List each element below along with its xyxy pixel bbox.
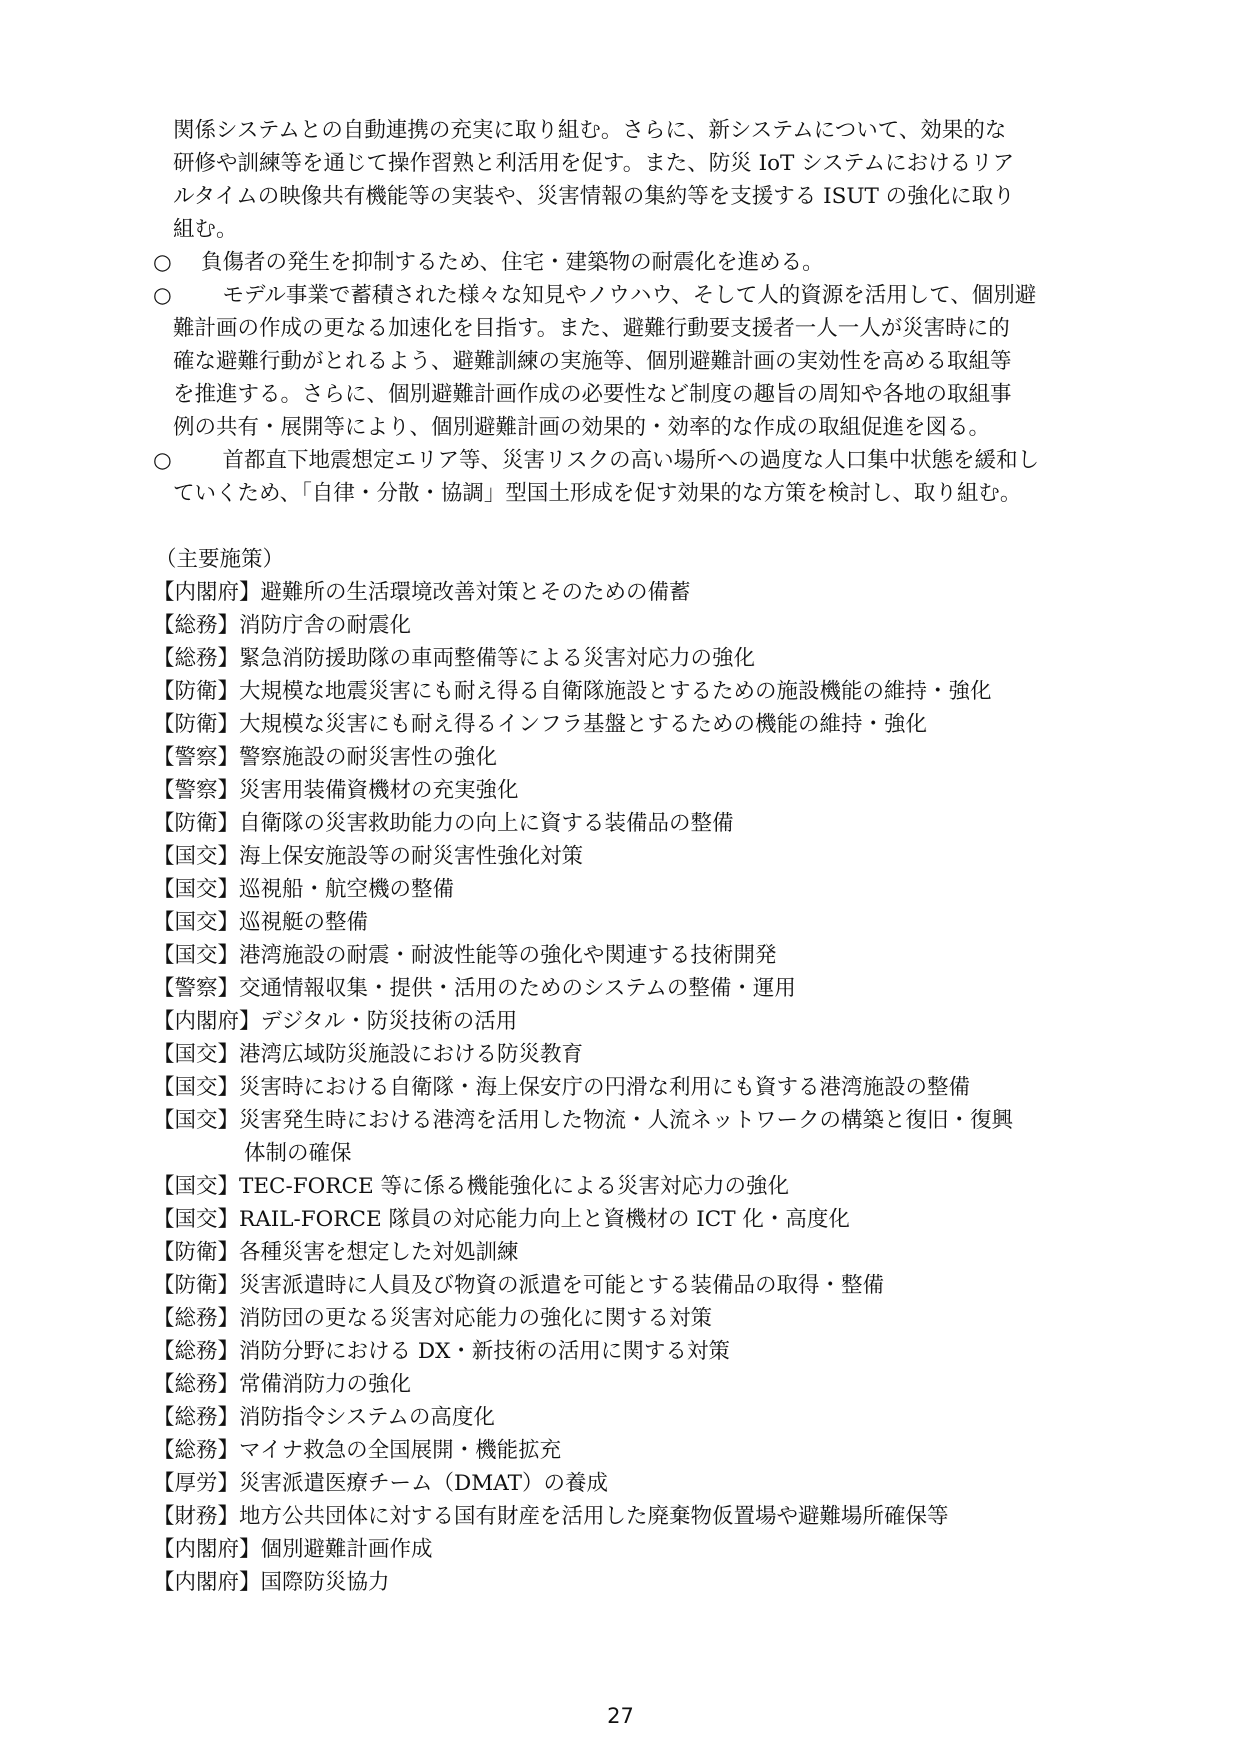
section-heading: （主要施策）	[155, 547, 285, 572]
paragraph-line: 関係システムとの自動連携の充実に取り組む。さらに、新システムについて、効果的な	[173, 118, 1007, 143]
measure-text: 消防分野における DX・新技術の活用に関する対策	[239, 1339, 730, 1364]
measure-item	[0, 939, 1241, 972]
agency-label: 【防衛】	[153, 679, 240, 704]
measure-item	[0, 1401, 1241, 1434]
agency-label: 【国交】	[153, 844, 240, 869]
measure-text: 消防庁舎の耐震化	[239, 613, 412, 638]
page-body	[0, 114, 1241, 1599]
measure-item	[0, 1104, 1241, 1137]
agency-label: 【内閣府】	[153, 1570, 261, 1595]
measure-text: 各種災害を想定した対処訓練	[239, 1240, 519, 1265]
agency-label: 【厚労】	[153, 1471, 240, 1496]
agency-label: 【国交】	[153, 877, 240, 902]
measure-item	[0, 1170, 1241, 1203]
agency-label: 【総務】	[153, 1306, 240, 1331]
measure-text: 国際防災協力	[260, 1570, 390, 1595]
bullet-text: 首都直下地震想定エリア等、災害リスクの高い場所への過度な人口集中状態を緩和し	[201, 448, 1040, 473]
measure-item	[0, 840, 1241, 873]
agency-label: 【総務】	[153, 646, 240, 671]
agency-label: 【総務】	[153, 1339, 240, 1364]
agency-label: 【警察】	[153, 778, 240, 803]
agency-label: 【内閣府】	[153, 580, 261, 605]
agency-label: 【警察】	[153, 745, 240, 770]
measure-text: TEC-FORCE 等に係る機能強化による災害対応力の強化	[239, 1174, 789, 1199]
measure-text: 災害時における自衛隊・海上保安庁の円滑な利用にも資する港湾施設の整備	[239, 1075, 971, 1100]
measure-item	[0, 1434, 1241, 1467]
measure-text: 緊急消防援助隊の車両整備等による災害対応力の強化	[239, 646, 756, 671]
measure-item	[0, 1566, 1241, 1599]
measure-text: 交通情報収集・提供・活用のためのシステムの整備・運用	[239, 976, 796, 1001]
measure-text: 個別避難計画作成	[260, 1537, 433, 1562]
measure-item	[0, 741, 1241, 774]
agency-label: 【国交】	[153, 1108, 240, 1133]
measure-item	[0, 1005, 1241, 1038]
measure-item	[0, 972, 1241, 1005]
measure-item	[0, 1269, 1241, 1302]
bullet-text: 難計画の作成の更なる加速化を目指す。また、避難行動要支援者一人一人が災害時に的	[173, 316, 1010, 341]
measure-item	[0, 609, 1241, 642]
measure-text: 警察施設の耐災害性の強化	[239, 745, 498, 770]
agency-label: 【国交】	[153, 1207, 240, 1232]
measure-text: 避難所の生活環境改善対策とそのための備蓄	[260, 580, 691, 605]
bullet-text: モデル事業で蓄積された様々な知見やノウハウ、そして人的資源を活用して、個別避	[201, 283, 1037, 308]
measure-item	[0, 1368, 1241, 1401]
paragraph-line: ルタイムの映像共有機能等の実装や、災害情報の集約等を支援する ISUT の強化に取り	[173, 184, 1015, 209]
paragraph-line: 組む。	[173, 217, 238, 242]
measure-text: 自衛隊の災害救助能力の向上に資する装備品の整備	[239, 811, 734, 836]
agency-label: 【総務】	[153, 1438, 240, 1463]
measure-item	[0, 807, 1241, 840]
bullet-text: 確な避難行動がとれるよう、避難訓練の実施等、個別避難計画の実効性を高める取組等	[173, 349, 1012, 374]
measure-item	[0, 1071, 1241, 1104]
measure-item	[0, 906, 1241, 939]
measure-item	[0, 1203, 1241, 1236]
agency-label: 【防衛】	[153, 1273, 240, 1298]
measure-item	[0, 642, 1241, 675]
agency-label: 【総務】	[153, 1372, 240, 1397]
measure-item	[0, 1500, 1241, 1533]
measure-item	[0, 675, 1241, 708]
bullet-item	[0, 444, 1241, 510]
measure-text: 災害派遣時に人員及び物資の派遣を可能とする装備品の取得・整備	[239, 1273, 885, 1298]
measure-item	[0, 1533, 1241, 1566]
spacer	[0, 510, 1241, 543]
bullet-text: を推進する。さらに、個別避難計画作成の必要性など制度の趣旨の周知や各地の取組事	[173, 382, 1012, 407]
measures-list	[0, 576, 1241, 1599]
measure-item	[0, 1302, 1241, 1335]
bullet-text: 例の共有・展開等により、個別避難計画の効果的・効率的な作成の取組促進を図る。	[173, 415, 991, 440]
measure-text: 大規模な災害にも耐え得るインフラ基盤とするための機能の維持・強化	[239, 712, 928, 737]
continuation-paragraph	[0, 114, 1241, 246]
measure-item	[0, 873, 1241, 906]
agency-label: 【内閣府】	[153, 1537, 261, 1562]
measure-text: RAIL-FORCE 隊員の対応能力向上と資機材の ICT 化・高度化	[239, 1207, 850, 1232]
measure-text: マイナ救急の全国展開・機能拡充	[239, 1438, 562, 1463]
paragraph-line: 研修や訓練等を通じて操作習熟と利活用を促す。また、防災 IoT システムにおけるリア	[173, 151, 1015, 176]
agency-label: 【警察】	[153, 976, 240, 1001]
agency-label: 【国交】	[153, 1042, 240, 1067]
bullet-text: ていくため、「自律・分散・協調」型国土形成を促す効果的な方策を検討し、取り組む。	[173, 481, 1022, 506]
measure-text: 災害派遣医療チーム（DMAT）の養成	[239, 1471, 608, 1496]
measure-text: 港湾広域防災施設における防災教育	[239, 1042, 584, 1067]
measure-text: 巡視艇の整備	[239, 910, 369, 935]
bullet-text: 負傷者の発生を抑制するため、住宅・建築物の耐震化を進める。	[201, 250, 824, 275]
agency-label: 【防衛】	[153, 712, 240, 737]
measure-text: 海上保安施設等の耐災害性強化対策	[239, 844, 584, 869]
measure-text: 消防団の更なる災害対応能力の強化に関する対策	[239, 1306, 713, 1331]
measure-text: 災害発生時における港湾を活用した物流・人流ネットワークの構築と復旧・復興	[239, 1108, 1014, 1133]
measure-item	[0, 774, 1241, 807]
measure-text: 地方公共団体に対する国有財産を活用した廃棄物仮置場や避難場所確保等	[239, 1504, 949, 1529]
measure-item	[0, 1236, 1241, 1269]
circle-bullet-icon: ○	[153, 250, 172, 275]
bullet-item	[0, 246, 1241, 279]
agency-label: 【財務】	[153, 1504, 240, 1529]
agency-label: 【防衛】	[153, 1240, 240, 1265]
bullet-item	[0, 279, 1241, 444]
measure-item	[0, 576, 1241, 609]
measure-text: 大規模な地震災害にも耐え得る自衛隊施設とするための施設機能の維持・強化	[239, 679, 992, 704]
agency-label: 【総務】	[153, 1405, 240, 1430]
agency-label: 【国交】	[153, 1174, 240, 1199]
measure-text: 消防指令システムの高度化	[239, 1405, 495, 1430]
measure-text: 港湾施設の耐震・耐波性能等の強化や関連する技術開発	[239, 943, 777, 968]
measure-item	[0, 1038, 1241, 1071]
agency-label: 【国交】	[153, 910, 240, 935]
circle-bullet-icon: ○	[153, 283, 172, 308]
circle-bullet-icon: ○	[153, 448, 172, 473]
measure-item	[0, 708, 1241, 741]
measure-item	[0, 1335, 1241, 1368]
measure-text: 常備消防力の強化	[239, 1372, 412, 1397]
page-number: 27	[607, 1704, 634, 1728]
measure-text-continuation: 体制の確保	[244, 1141, 352, 1166]
agency-label: 【内閣府】	[153, 1009, 261, 1034]
measure-text: デジタル・防災技術の活用	[260, 1009, 518, 1034]
measure-text: 災害用装備資機材の充実強化	[239, 778, 519, 803]
measure-item	[0, 1467, 1241, 1500]
agency-label: 【国交】	[153, 943, 240, 968]
measure-text: 巡視船・航空機の整備	[239, 877, 455, 902]
agency-label: 【防衛】	[153, 811, 240, 836]
agency-label: 【国交】	[153, 1075, 240, 1100]
agency-label: 【総務】	[153, 613, 240, 638]
